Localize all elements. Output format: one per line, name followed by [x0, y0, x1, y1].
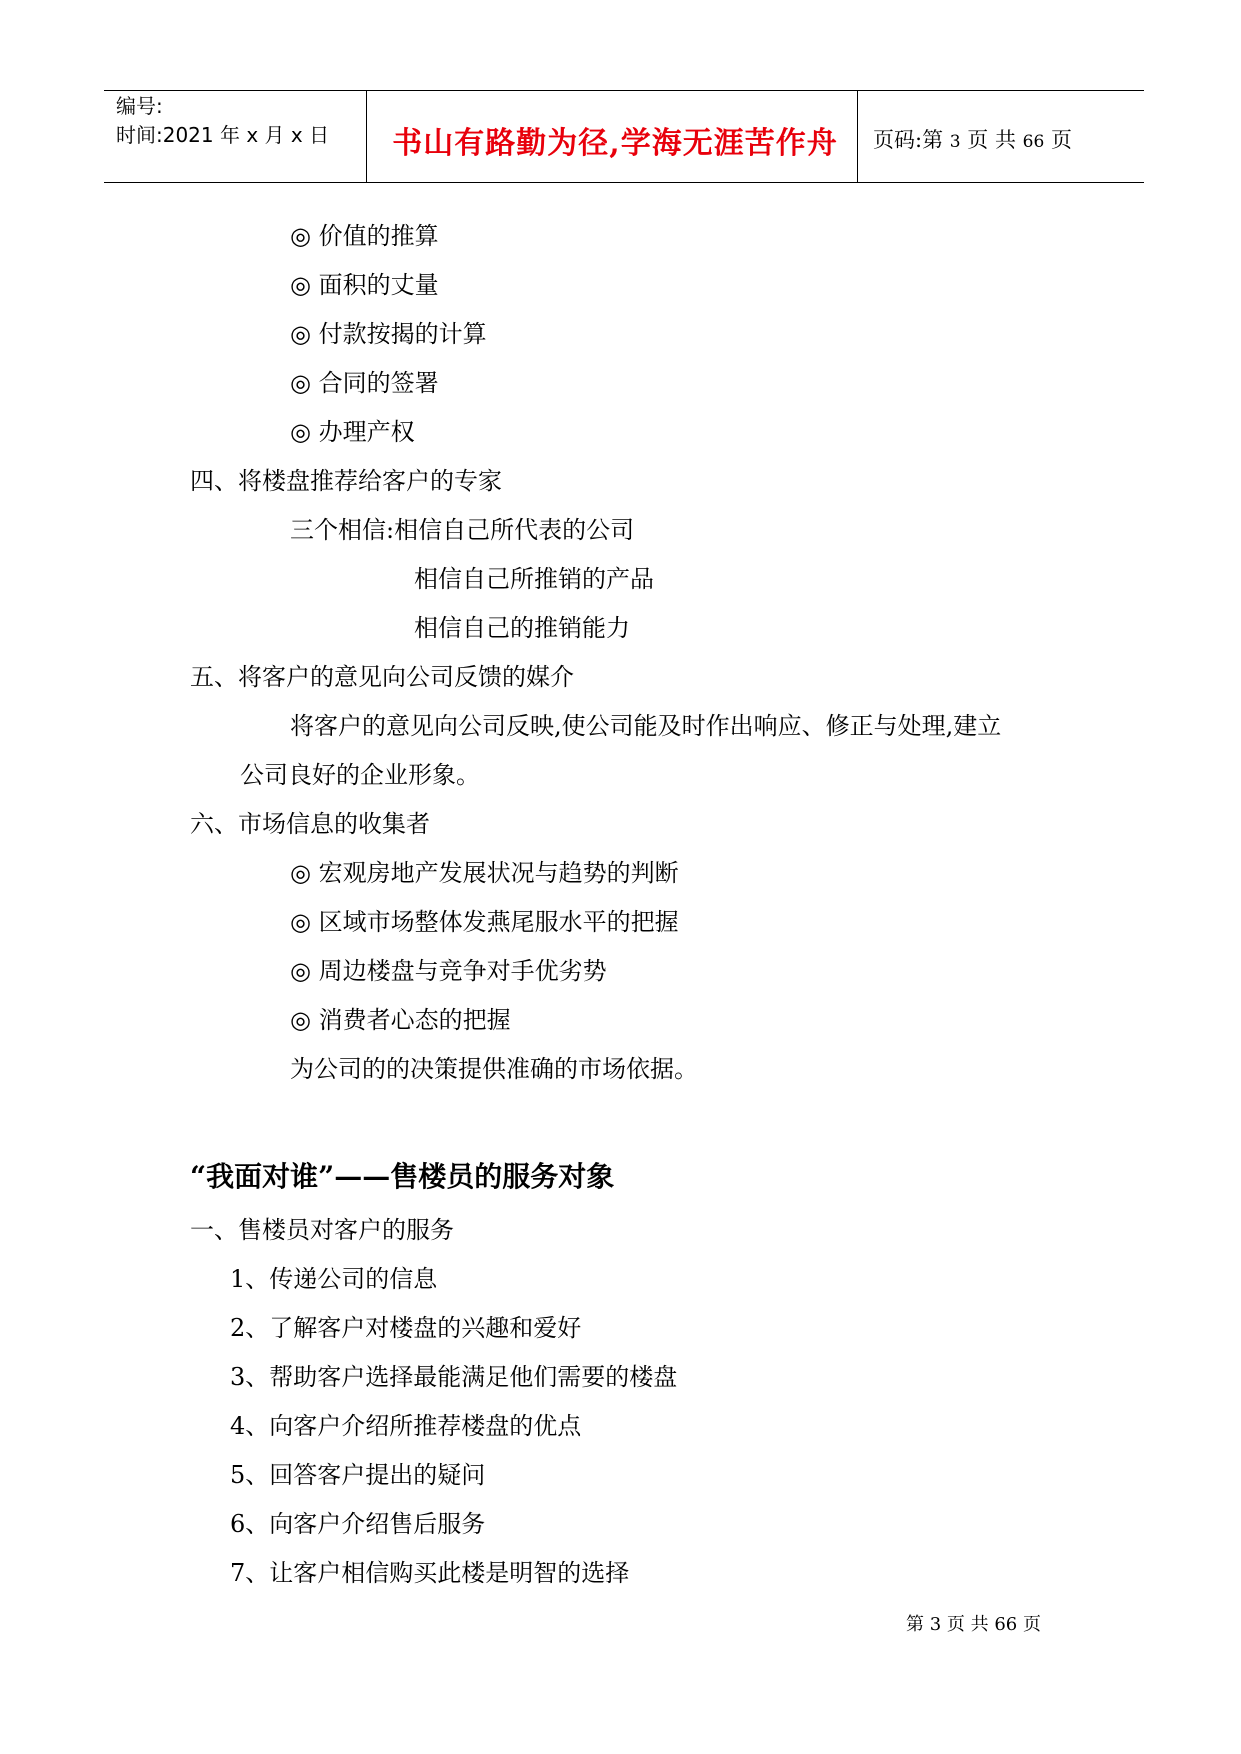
page-number: 3: [949, 132, 961, 152]
header-top-rule: [104, 90, 1144, 91]
page-footer: 第 3 页 共 66 页: [906, 1614, 1041, 1635]
bullet-item: ◎ 合同的签署: [290, 369, 439, 397]
paragraph-line: 三个相信:相信自己所代表的公司: [290, 516, 635, 544]
paragraph-line: 将客户的意见向公司反映,使公司能及时作出响应、修正与处理,建立: [290, 712, 1002, 740]
page-prefix: 页码:第: [873, 128, 944, 152]
bullet-item: ◎ 周边楼盘与竞争对手优劣势: [290, 957, 607, 985]
list-item: 5、回答客户提出的疑问: [230, 1461, 486, 1489]
page-mid: 页 共: [967, 128, 1016, 152]
bullet-item: ◎ 价值的推算: [290, 222, 439, 250]
chapter-heading: “我面对谁”——售楼员的服务对象: [190, 1160, 615, 1193]
paragraph-line: 为公司的的决策提供准确的市场依据。: [290, 1055, 698, 1083]
section-heading: 四、将楼盘推荐给客户的专家: [190, 467, 502, 495]
header-page-info: [873, 124, 1072, 154]
paragraph-line: 相信自己的推销能力: [414, 614, 630, 642]
list-item: 2、了解客户对楼盘的兴趣和爱好: [230, 1314, 582, 1342]
section-heading: 五、将客户的意见向公司反馈的媒介: [190, 663, 574, 691]
list-item: 6、向客户介绍售后服务: [230, 1510, 486, 1538]
bullet-item: ◎ 区域市场整体发燕尾服水平的把握: [290, 908, 679, 936]
list-item: 3、帮助客户选择最能满足他们需要的楼盘: [230, 1363, 678, 1391]
list-item: 4、向客户介绍所推荐楼盘的优点: [230, 1412, 582, 1440]
bullet-item: ◎ 面积的丈量: [290, 271, 439, 299]
list-item: 7、让客户相信购买此楼是明智的选择: [230, 1559, 630, 1587]
bullet-item: ◎ 办理产权: [290, 418, 415, 446]
paragraph-line: 相信自己所推销的产品: [414, 565, 654, 593]
header-motto: 书山有路勤为径,学海无涯苦作舟: [392, 126, 838, 161]
doc-number-label: 编号:: [116, 94, 163, 118]
header-bottom-rule: [104, 182, 1144, 183]
bullet-item: ◎ 消费者心态的把握: [290, 1006, 511, 1034]
section-heading: 一、售楼员对客户的服务: [190, 1216, 454, 1244]
doc-time-label: 时间:2021 年 x 月 x 日: [116, 123, 330, 147]
header-meta: [116, 92, 329, 150]
page-total: 66: [1022, 132, 1045, 152]
section-heading: 六、市场信息的收集者: [190, 810, 430, 838]
bullet-item: ◎ 宏观房地产发展状况与趋势的判断: [290, 859, 679, 887]
header-divider-left: [366, 90, 367, 183]
paragraph-line: 公司良好的企业形象。: [240, 761, 480, 789]
page-suffix: 页: [1050, 128, 1072, 152]
bullet-item: ◎ 付款按揭的计算: [290, 320, 487, 348]
list-item: 1、传递公司的信息: [230, 1265, 438, 1293]
